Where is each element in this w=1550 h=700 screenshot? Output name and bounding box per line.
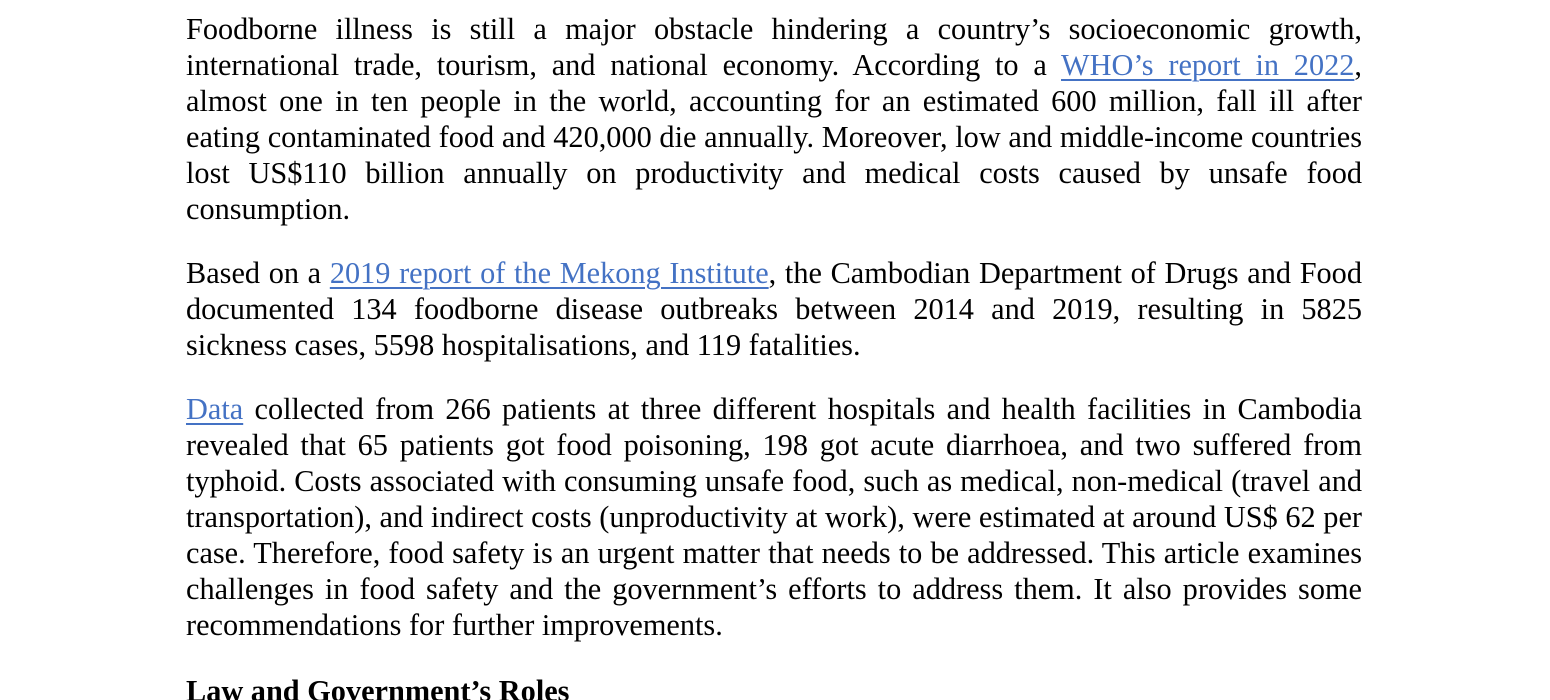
- text-run: Based on a: [186, 256, 330, 290]
- paragraph: [186, 391, 1362, 643]
- paragraph: [186, 11, 1362, 227]
- text-run: , the Cambodian Department of Drugs and Food documented 134 foodborne disease outbreaks between 2014 and 2019, resulting in 5825 sickness cases, 5598 hospitalisations, and 119 fatalities.: [186, 256, 1362, 362]
- text-run: , almost one in ten people in the world, accounting for an estimated 600 million, fall ill after eating contaminated food and 420,000 die annually. Moreover, low and middle-income countries lost US$110 billion annually on productivity and medical costs caused by unsafe food consumption.: [186, 48, 1362, 226]
- text-run: collected from 266 patients at three different hospitals and health facilities in Cambodia revealed that 65 patients got food poisoning, 198 got acute diarrhoea, and two suffered from typhoid. Costs associated with consuming unsafe food, such as medical, non-medical (travel and transportation), and indirect costs (unproductivity at work), were estimated at around US$ 62 per case. Therefore, food safety is an urgent matter that needs to be addressed. This article examines challenges in food safety and the government’s efforts to address them. It also provides some recommendations for further improvements.: [186, 392, 1362, 642]
- document-body: [186, 11, 1362, 700]
- hyperlink[interactable]: Data: [186, 392, 244, 426]
- text-run: Foodborne illness is still a major obstacle hindering a country’s socioeconomic growth, international trade, tourism, and national economy. According to a: [186, 12, 1362, 82]
- hyperlink[interactable]: WHO’s report in 2022: [1061, 48, 1355, 82]
- hyperlink[interactable]: 2019 report of the Mekong Institute: [329, 256, 769, 290]
- section-heading: Law and Government’s Roles: [186, 674, 570, 700]
- paragraph: [186, 255, 1362, 363]
